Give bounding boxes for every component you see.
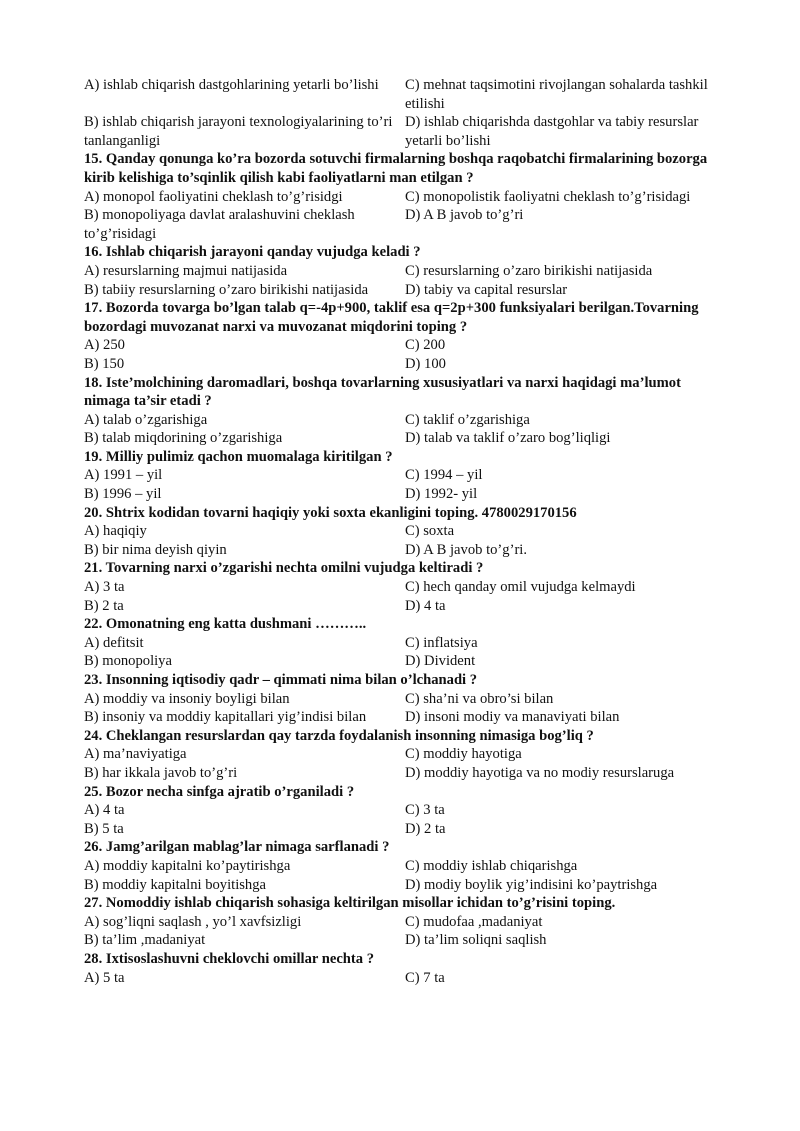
answer-row xyxy=(84,745,724,764)
answer-option: B) monopoliyaga davlat aralashuvini cheklash to’g’risidagi xyxy=(84,207,355,242)
answer-option: A) sog’liqni saqlash , yo’l xavfsizligi xyxy=(84,913,302,930)
answer-option: B) tabiiy resurslarning o’zaro birikishi natijasida xyxy=(84,281,369,298)
answer-row xyxy=(84,113,724,150)
answer-row xyxy=(84,876,724,895)
answer-option: C) resurslarning o’zaro birikishi natijasida xyxy=(405,262,653,279)
answer-row xyxy=(84,541,724,560)
answer-row xyxy=(84,466,724,485)
answer-option: D) 100 xyxy=(405,355,446,372)
answer-option: B) 1996 – yil xyxy=(84,486,162,503)
answer-row xyxy=(84,336,724,355)
question-text: 19. Milliy pulimiz qachon muomalaga kiritilgan ? xyxy=(84,448,393,465)
question-text: 23. Insonning iqtisodiy qadr – qimmati nima bilan o’lchanadi ? xyxy=(84,672,478,688)
answer-option: B) ishlab chiqarish jarayoni texnologiyalarining to’ri tanlanganligi xyxy=(84,114,393,149)
question-text: 27. Nomoddiy ishlab chiqarish sohasiga keltirilgan misollar ichidan to’g’risini toping. xyxy=(84,895,616,912)
answer-row xyxy=(84,522,724,541)
answer-row xyxy=(84,764,724,783)
answer-option: C) 3 ta xyxy=(405,802,445,819)
answer-row xyxy=(84,597,724,616)
answer-option: D) modiy boylik yig’indisini ko’paytrishga xyxy=(405,876,658,893)
answer-option: D) 1992- yil xyxy=(405,486,478,503)
answer-option: A) 5 ta xyxy=(84,969,125,986)
answer-option: C) moddiy ishlab chiqarishga xyxy=(405,857,578,874)
answer-option: A) talab o’zgarishiga xyxy=(84,411,208,428)
answer-option: D) insoni modiy va manaviyati bilan xyxy=(405,709,620,726)
answer-row xyxy=(84,690,724,709)
answer-option: B) 2 ta xyxy=(84,597,124,614)
answer-option: B) 150 xyxy=(84,355,125,372)
answer-option: C) moddiy hayotiga xyxy=(405,746,522,763)
answer-option: C) mehnat taqsimotini rivojlangan sohalarda tashkil etilishi xyxy=(405,77,708,112)
answer-row xyxy=(84,969,724,988)
answer-option: B) talab miqdorining o’zgarishiga xyxy=(84,430,283,447)
answer-option: A) ma’naviyatiga xyxy=(84,746,187,763)
question-text: 22. Omonatning eng katta dushmani ……….. xyxy=(84,616,367,633)
answer-option: B) moddiy kapitalni boyitishga xyxy=(84,876,267,893)
answer-option: A) defitsit xyxy=(84,634,144,651)
question-text: 25. Bozor necha sinfga ajratib o’rganiladi ? xyxy=(84,783,355,800)
answer-option: B) har ikkala javob to’g’ri xyxy=(84,764,238,781)
answer-option: A) resurslarning majmui natijasida xyxy=(84,262,288,279)
answer-option: C) sha’ni va obro’si bilan xyxy=(405,690,554,707)
answer-option: C) mudofaa ,madaniyat xyxy=(405,913,543,930)
question-text: 18. Iste’molchining daromadlari, boshqa tovarlarning xususiyatlari va narxi haqidagi ma’lumot nimaga ta’sir etadi ? xyxy=(84,374,681,410)
answer-option: C) 1994 – yil xyxy=(405,467,483,484)
question-text: 26. Jamg’arilgan mablag’lar nimaga sarflanadi ? xyxy=(84,839,390,856)
answer-option: D) ta’lim soliqni saqlish xyxy=(405,932,547,949)
answer-option: C) soxta xyxy=(405,523,455,540)
answer-row xyxy=(84,485,724,504)
answer-row xyxy=(84,578,724,597)
answer-option: A) 250 xyxy=(84,337,125,354)
answer-row xyxy=(84,411,724,430)
answer-option: D) A B javob to’g’ri. xyxy=(405,541,528,558)
answer-option: B) bir nima deyish qiyin xyxy=(84,541,227,558)
question-text: 21. Tovarning narxi o’zgarishi nechta omilni vujudga keltiradi ? xyxy=(84,560,484,577)
answer-row xyxy=(84,206,724,243)
answer-option: D) talab va taklif o’zaro bog’liqligi xyxy=(405,430,611,447)
answer-row xyxy=(84,708,724,727)
answer-option: D) moddiy hayotiga va no modiy resurslaruga xyxy=(405,764,675,781)
answer-option: D) 2 ta xyxy=(405,820,446,837)
question-text: 16. Ishlab chiqarish jarayoni qanday vujudga keladi ? xyxy=(84,244,421,261)
answer-option: A) 1991 – yil xyxy=(84,467,163,484)
answer-option: C) monopolistik faoliyatni cheklash to’g’risidagi xyxy=(405,188,691,205)
test-document xyxy=(84,76,724,987)
answer-option: C) 7 ta xyxy=(405,969,445,986)
answer-row xyxy=(84,820,724,839)
answer-option: B) insoniy va moddiy kapitallari yig’indisi bilan xyxy=(84,709,367,726)
answer-option: A) ishlab chiqarish dastgohlarining yetarli bo’lishi xyxy=(84,77,379,93)
answer-option: B) ta’lim ,madaniyat xyxy=(84,932,206,949)
question-text: 20. Shtrix kodidan tovarni haqiqiy yoki soxta ekanligini toping. 4780029170156 xyxy=(84,504,577,521)
question-text: 28. Ixtisoslashuvni cheklovchi omillar nechta ? xyxy=(84,950,375,967)
answer-option: D) A B javob to’g’ri xyxy=(405,207,524,224)
answer-option: D) tabiy va capital resurslar xyxy=(405,281,568,298)
answer-option: A) 4 ta xyxy=(84,802,125,819)
answer-row xyxy=(84,652,724,671)
answer-option: C) hech qanday omil vujudga kelmaydi xyxy=(405,579,636,596)
answer-option: A) 3 ta xyxy=(84,579,125,596)
answer-option: D) ishlab chiqarishda dastgohlar va tabiy resurslar yetarli bo’lishi xyxy=(405,114,699,149)
question-text: 15. Qanday qonunga ko’ra bozorda sotuvchi firmalarning boshqa raqobatchi firmalarining bozorga kirib kelishiga to’sqinlik qilish kabi faoliyatlarni man etilgan ? xyxy=(84,151,708,186)
answer-row xyxy=(84,801,724,820)
answer-row xyxy=(84,429,724,448)
answer-row xyxy=(84,355,724,374)
answer-option: D) 4 ta xyxy=(405,597,446,614)
answer-option: C) inflatsiya xyxy=(405,634,478,651)
answer-row xyxy=(84,634,724,653)
answer-option: A) moddiy kapitalni ko’paytirishga xyxy=(84,857,291,874)
answer-row xyxy=(84,188,724,207)
answer-row xyxy=(84,913,724,932)
answer-row xyxy=(84,281,724,300)
answer-option: B) monopoliya xyxy=(84,653,172,670)
answer-option: B) 5 ta xyxy=(84,820,124,837)
answer-option: D) Divident xyxy=(405,653,476,670)
answer-option: A) monopol faoliyatini cheklash to’g’risidgi xyxy=(84,188,343,205)
answer-option: C) taklif o’zgarishiga xyxy=(405,411,530,428)
question-text: 24. Cheklangan resurslardan qay tarzda foydalanish insonning nimasiga bog’liq ? xyxy=(84,727,594,744)
answer-row xyxy=(84,262,724,281)
answer-row xyxy=(84,931,724,950)
answer-option: A) moddiy va insoniy boyligi bilan xyxy=(84,690,290,707)
answer-row xyxy=(84,76,724,113)
answer-row xyxy=(84,857,724,876)
answer-option: A) haqiqiy xyxy=(84,523,147,540)
answer-option: C) 200 xyxy=(405,337,446,354)
question-text: 17. Bozorda tovarga bo’lgan talab q=-4p+900, taklif esa q=2p+300 funksiyalari berilgan.Tovarning bozordagi muvozanat narxi va muvozanat miqdorini toping ? xyxy=(84,300,699,335)
